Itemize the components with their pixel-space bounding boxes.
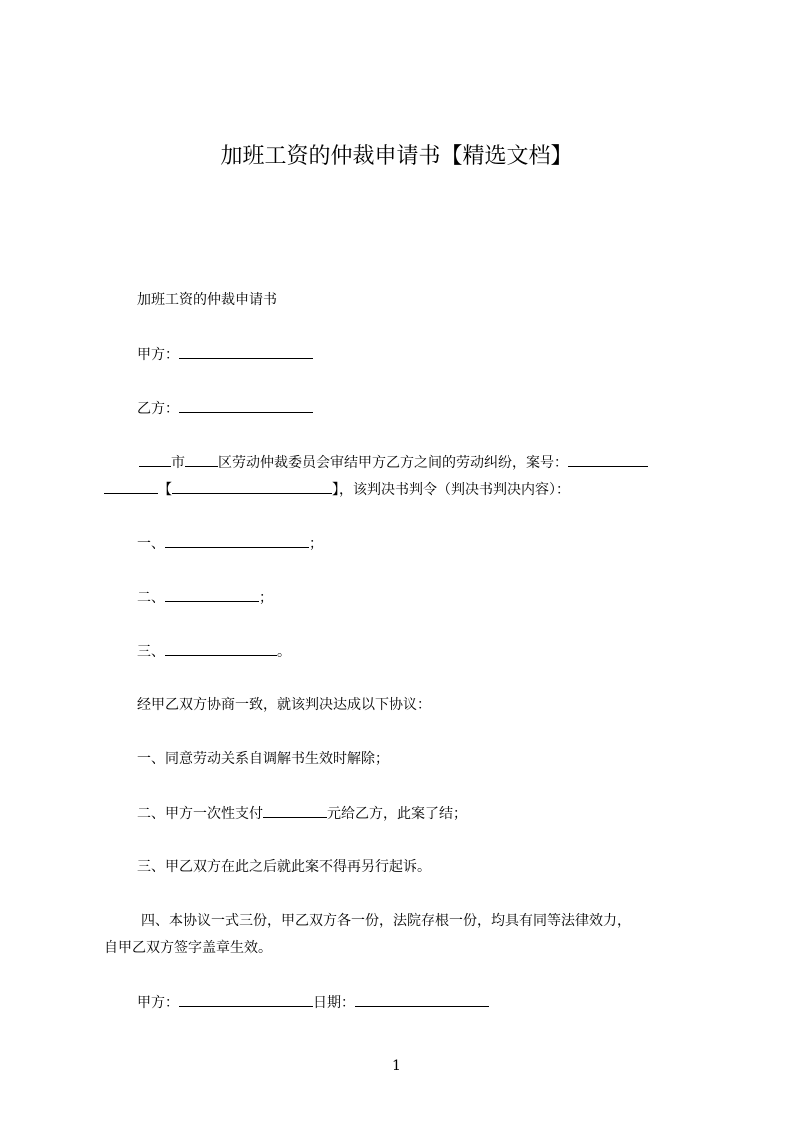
date-label: 日期： [313,995,355,1011]
clause-2 [137,803,467,824]
party-b-line [137,398,313,419]
party-b-label: 乙方： [137,401,179,417]
bracket-open: 【 [158,482,172,498]
city-suffix: 市 [171,455,185,471]
ruling-item-prefix: 一、 [137,536,165,552]
signature-label: 甲方： [137,995,179,1011]
bracket-close: 】 [332,482,339,498]
ruling-item-prefix: 二、 [137,590,165,606]
district-text: 区劳动仲裁委员会审结甲方乙方之间的劳动纠纷，案号： [218,455,568,471]
ruling-item-suffix: ； [309,536,323,552]
clause-1: 一、同意劳动关系自调解书生效时解除； [137,751,389,767]
ruling-item-suffix: ； [259,590,273,606]
ruling-item-suffix: 。 [277,644,291,660]
district-blank [185,452,218,467]
clause-2-suffix: 元给乙方，此案了结； [327,806,467,822]
agreement-intro: 经甲乙双方协商一致，就该判决达成以下协议： [137,697,431,713]
party-a-line [137,344,313,365]
ruling-item-3 [137,641,291,662]
party-a-label: 甲方： [137,347,179,363]
party-a-blank [179,344,313,359]
payment-amount-blank [263,803,327,818]
document-heading: 加班工资的仲裁申请书 [137,292,277,308]
clause-2-prefix: 二、甲方一次性支付 [137,806,263,822]
ruling-item-2 [137,587,273,608]
document-title: 加班工资的仲裁申请书【精选文档】 [220,144,573,169]
ruling-item-prefix: 三、 [137,644,165,660]
clause-4-line-2: 自甲乙双方签字盖章生效。 [104,940,272,956]
signature-line [137,992,489,1013]
ruling-item-1 [137,533,323,554]
clause-4-line-1: 四、本协议一式三份，甲乙双方各一份，法院存根一份，均具有同等法律效力， [141,913,631,929]
ruling-item-blank [165,587,259,602]
ruling-item-blank [165,641,277,656]
arbitration-line-1 [139,452,648,473]
party-b-blank [179,398,313,413]
date-blank [355,992,489,1007]
case-number-blank-part2 [104,479,158,494]
arbitration-line-2 [104,479,570,500]
page-number: 1 [392,1058,401,1074]
case-number-blank-part1 [568,452,648,467]
city-blank [139,452,171,467]
ruling-text: ，该判决书判令（判决书判决内容）： [339,482,570,498]
clause-3: 三、甲乙双方在此之后就此案不得再另行起诉。 [137,859,431,875]
ruling-item-blank [165,533,309,548]
signature-blank [179,992,313,1007]
ruling-reference-blank [172,479,332,494]
